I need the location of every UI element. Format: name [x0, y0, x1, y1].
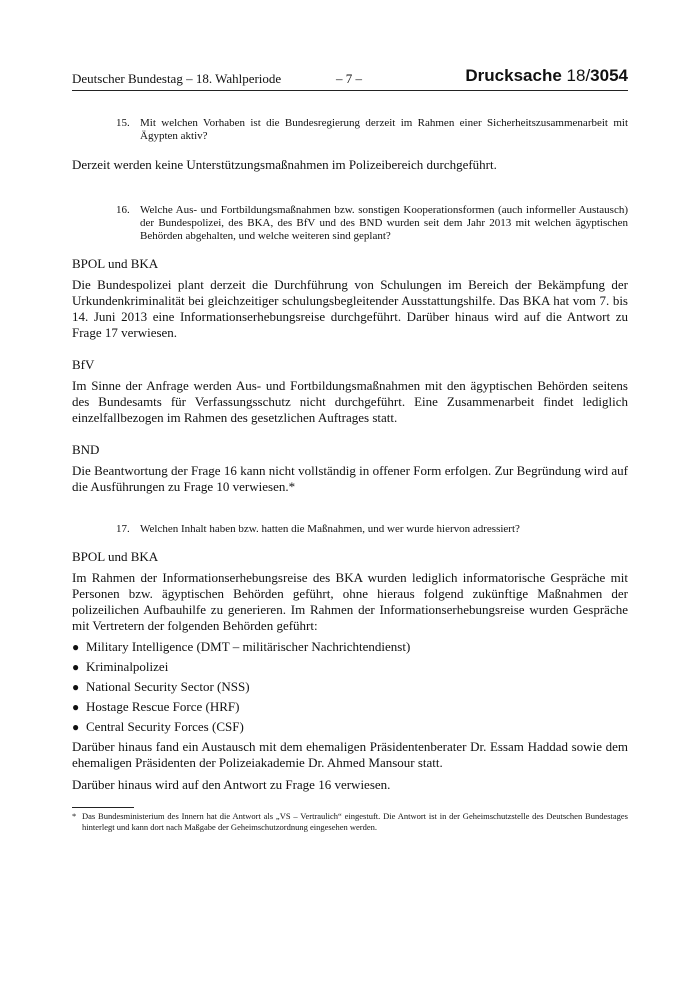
document-page	[72, 66, 628, 833]
bullet-icon: ●	[72, 660, 80, 674]
document-number	[465, 66, 628, 86]
question-text: Welchen Inhalt haben bzw. hatten die Maßnahmen, und wer wurde hiervon adressiert?	[140, 523, 520, 535]
list-item-text: Kriminalpolizei	[86, 659, 169, 674]
footnote	[72, 811, 628, 833]
question-15	[116, 117, 628, 143]
page-header	[72, 66, 628, 91]
question-number: 15.	[116, 117, 130, 129]
document-number-a: 18/	[566, 66, 591, 85]
question-number: 17.	[116, 523, 130, 535]
list-item	[72, 639, 628, 655]
question-17	[116, 523, 628, 536]
footnote-marker: *	[72, 811, 77, 821]
section-text: Die Bundespolizei plant derzeit die Durchführung von Schulungen im Bereich der Bekämpfung der Urkundenkriminalität bei gleichzeitiger schulungsbegleitender Ausstattungshilfe. Das BKA hat vom 7. bis 14. Juni 2013 eine Informationserhebungsreise durchgeführt. Darüber hinaus wird auf die Antwort zu Frage 17 verwiesen.	[72, 277, 628, 340]
document-number-prefix: Drucksache	[465, 66, 567, 85]
list-item-text: Central Security Forces (CSF)	[86, 719, 244, 734]
list-item-text: Military Intelligence (DMT – militärischer Nachrichtendienst)	[86, 639, 411, 654]
bullet-icon: ●	[72, 680, 80, 694]
bullet-icon: ●	[72, 720, 80, 734]
question-16	[116, 204, 628, 243]
list-item-text: Hostage Rescue Force (HRF)	[86, 699, 240, 714]
question-text: Mit welchen Vorhaben ist die Bundesregierung derzeit im Rahmen einer Sicherheitszusammenarbeit mit Ägypten aktiv?	[140, 117, 628, 142]
bullet-icon: ●	[72, 640, 80, 654]
section-text: Im Sinne der Anfrage werden Aus- und Fortbildungsmaßnahmen mit den ägyptischen Behörden seitens des Bundesamts für Verfassungsschutz nicht durchgeführt. Eine Zusammenarbeit findet lediglich einzelfallbezogen im Rahmen des gesetzlichen Auftrages statt.	[72, 378, 628, 425]
document-number-b: 3054	[590, 66, 628, 85]
list-item	[72, 659, 628, 675]
section-heading: BPOL und BKA	[72, 256, 159, 271]
section-text: Die Beantwortung der Frage 16 kann nicht vollständig in offener Form erfolgen. Zur Begründung wird auf die Ausführungen zu Frage 10 verwiesen.*	[72, 463, 628, 494]
list-item	[72, 719, 628, 735]
page-number: – 7 –	[336, 71, 362, 86]
authority-list	[72, 639, 628, 735]
section-text: Im Rahmen der Informationserhebungsreise des BKA wurden lediglich informatorische Gespräche mit Personen bzw. ägyptischen Behörden geführt, ohne hieraus folgend zukünftige Maßnahmen der polizeilichen Aufbauhilfe zu generieren. Im Rahmen der Informationserhebungsreise wurden Gespräche mit Vertretern der folgenden Behörden geführt:	[72, 570, 628, 633]
question-number: 16.	[116, 204, 130, 216]
footnote-text: Das Bundesministerium des Innern hat die Antwort als „VS – Vertraulich“ eingestuft. Die Antwort ist in der Geheimschutzstelle des Deutschen Bundestages hinterlegt und kann dort nach Maßgabe der Geheimschutzordnung eingesehen werden.	[82, 811, 628, 832]
section-heading: BfV	[72, 357, 95, 372]
list-item-text: National Security Sector (NSS)	[86, 679, 250, 694]
bullet-icon: ●	[72, 700, 80, 714]
list-item	[72, 699, 628, 715]
section-heading: BPOL und BKA	[72, 549, 159, 564]
section-text: Darüber hinaus fand ein Austausch mit dem ehemaligen Präsidentenberater Dr. Essam Haddad sowie dem ehemaligen Präsidenten der Polizeiakademie Dr. Ahmed Mansour statt.	[72, 739, 628, 770]
answer-15: Derzeit werden keine Unterstützungsmaßnahmen im Polizeibereich durchgeführt.	[72, 157, 497, 172]
question-text: Welche Aus- und Fortbildungsmaßnahmen bzw. sonstigen Kooperationsformen (auch informeller Austausch) der Bundespolizei, des BKA, des BfV und des BND wurden seit dem Jahr 2013 mit welchen ägyptischen Behörden abgehalten, und welche weiteren sind geplant?	[140, 204, 628, 242]
list-item	[72, 679, 628, 695]
footnote-rule	[72, 807, 134, 808]
section-heading: BND	[72, 442, 100, 457]
header-title: Deutscher Bundestag – 18. Wahlperiode	[72, 71, 282, 86]
section-text: Darüber hinaus wird auf den Antwort zu Frage 16 verwiesen.	[72, 777, 391, 792]
